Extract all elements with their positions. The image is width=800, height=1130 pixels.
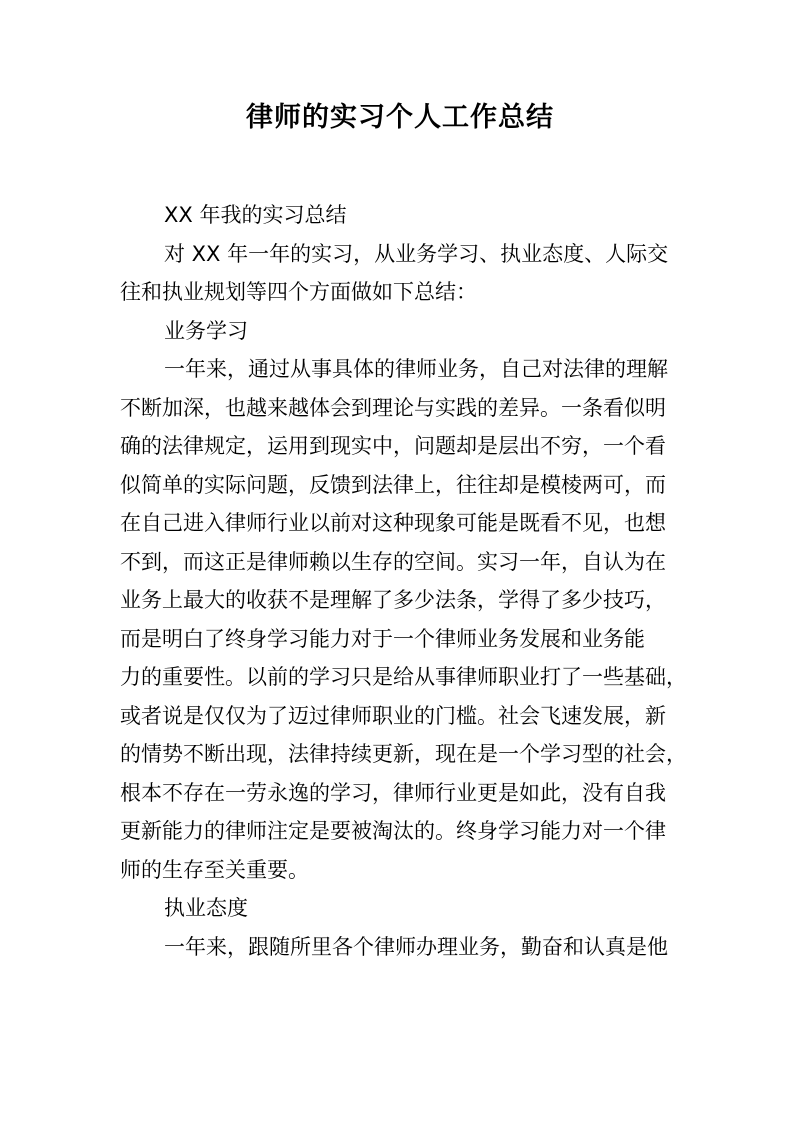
text-line: 似简单的实际问题，反馈到法律上，往往却是模棱两可，而: [120, 472, 666, 497]
text-line: 在自己进入律师行业以前对这种现象可能是既看不见，也想: [120, 511, 666, 535]
text-line: 而是明白了终身学习能力对于一个律师业务发展和业务能: [120, 626, 645, 651]
text-line: 执业态度: [164, 896, 248, 920]
text-line: XX 年我的实习总结: [164, 203, 347, 227]
document-body: [120, 196, 686, 966]
text-line: 不到，而这正是律师赖以生存的空间。实习一年，自认为在: [120, 549, 666, 574]
text-line: 的情势不断出现，法律持续更新，现在是一个学习型的社会，: [120, 742, 687, 766]
text-line: 更新能力的律师注定是要被淘汰的。终身学习能力对一个律: [120, 819, 666, 843]
document-title: 律师的实习个人工作总结: [246, 102, 554, 133]
text-line: 师的生存至关重要。: [120, 857, 309, 882]
text-line: 力的重要性。以前的学习只是给从事律师职业打了一些基础，: [120, 665, 687, 689]
text-line: 往和执业规划等四个方面做如下总结：: [120, 280, 477, 304]
text-line: 不断加深，也越来越体会到理论与实践的差异。一条看似明: [120, 395, 666, 420]
text-line: 确的法律规定，运用到现实中，问题却是层出不穷，一个看: [120, 434, 666, 458]
text-line: 根本不存在一劳永逸的学习，律师行业更是如此，没有自我: [120, 780, 666, 805]
text-line: 业务学习: [164, 318, 248, 343]
text-line: 业务上最大的收获不是理解了多少法条，学得了多少技巧，: [120, 588, 666, 612]
text-line: 一年来，通过从事具体的律师业务，自己对法律的理解: [164, 357, 668, 381]
text-line: 或者说是仅仅为了迈过律师职业的门槛。社会飞速发展，新: [120, 703, 666, 728]
text-line: 对 XX 年一年的实习，从业务学习、执业态度、人际交: [164, 241, 669, 266]
text-line: 一年来，跟随所里各个律师办理业务，勤奋和认真是他: [164, 934, 668, 959]
